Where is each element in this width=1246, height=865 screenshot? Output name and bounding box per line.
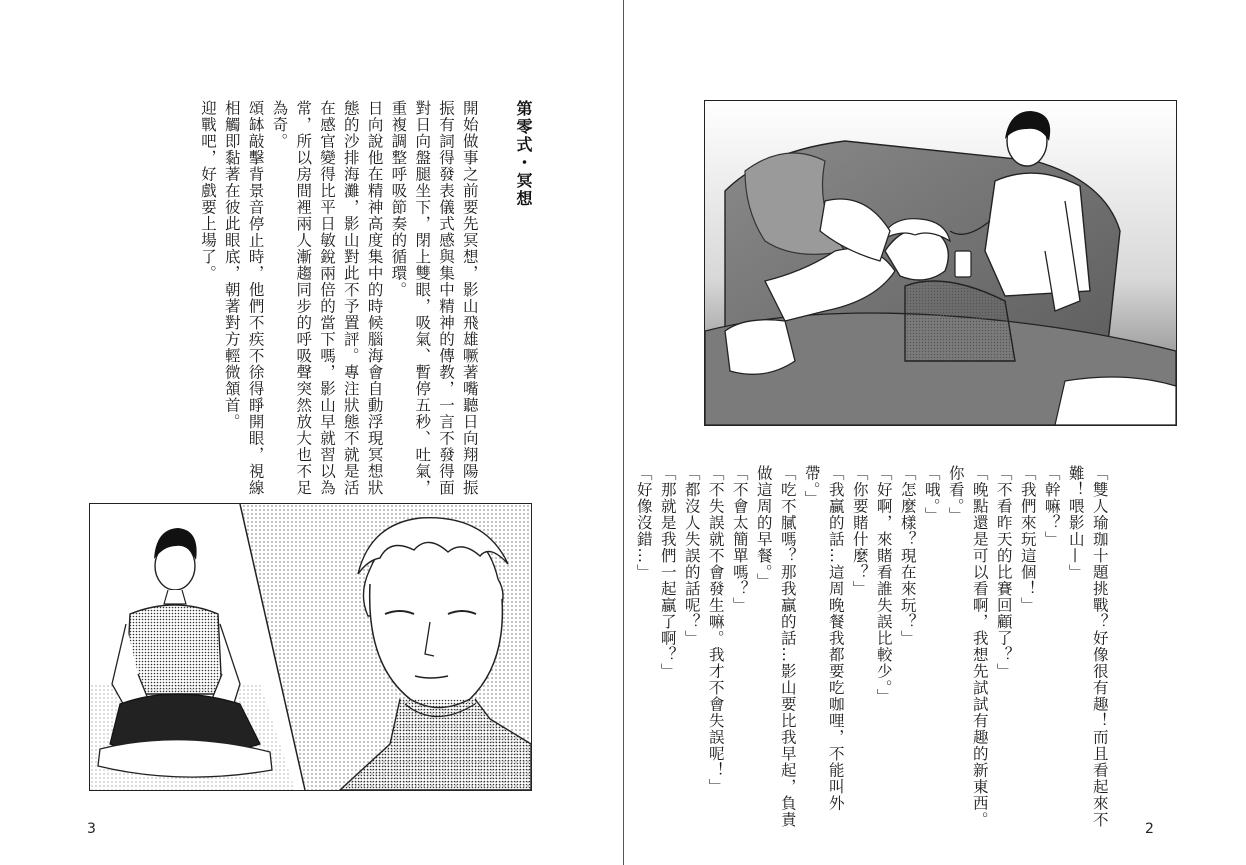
page-number-right: 2 xyxy=(1145,821,1154,837)
right-text-column-14: 「吃不膩嗎？那我贏的話…影山要比我早起，負責 xyxy=(778,465,797,828)
right-text-column-8: 「哦。」 xyxy=(922,465,941,524)
right-text-column-12: 「我贏的話…這周晚餐我都要吃咖哩，不能叫外 xyxy=(826,465,845,812)
right-text-column-18: 「都沒人失誤的話呢？」 xyxy=(682,465,701,647)
left-text-column-8: 常，所以房間裡兩人漸趨同步的呼吸聲突然放大也不足 xyxy=(294,100,313,496)
left-text-column-1: 開始做事之前要先冥想，影山飛雄噘著嘴聽日向翔陽振 xyxy=(460,100,479,496)
left-text-column-5: 日向說他在精神高度集中的時候腦海會自動浮現冥想狀 xyxy=(365,100,384,496)
right-text-column-20: 「好像沒錯…」 xyxy=(634,465,653,581)
right-text-column-2: 難！喂影山—」 xyxy=(1066,465,1085,581)
right-page xyxy=(624,0,1246,865)
right-text-column-6: 「晚點還是可以看啊，我想先試試有趣的新東西。 xyxy=(970,465,989,828)
sofa-illustration xyxy=(704,100,1177,426)
right-text-column-10: 「好啊，來賭看誰失誤比較少。」 xyxy=(874,465,893,705)
right-text-column-16: 「不會太簡單嗎？」 xyxy=(730,465,749,614)
right-text-column-11: 「你要賭什麼？」 xyxy=(850,465,869,597)
meditation-illustration xyxy=(89,503,532,791)
right-text-column-19: 「那就是我們一起贏了啊？」 xyxy=(658,465,677,680)
left-text-column-3: 對日向盤腿坐下，閉上雙眼，吸氣、暫停五秒、吐氣， xyxy=(413,100,432,496)
left-text-column-12: 迎戰吧，好戲要上場了。 xyxy=(198,100,217,282)
left-text-column-10: 頌缽敲擊背景音停止時，他們不疾不徐得睜開眼，視線 xyxy=(246,100,265,496)
left-text-column-6: 態的沙排海灘，影山對此不予置評。專注狀態不就是活 xyxy=(341,100,360,496)
right-text-column-4: 「我們來玩這個！」 xyxy=(1018,465,1037,614)
right-text-column-9: 「怎麼樣？現在來玩？」 xyxy=(898,465,917,647)
left-text-column-7: 在感官變得比平日敏銳兩倍的當下嗎，影山早就習以為 xyxy=(317,100,336,496)
right-text-column-5: 「不看昨天的比賽回顧了？」 xyxy=(994,465,1013,680)
page-number-left: 3 xyxy=(87,821,96,837)
right-text-column-7: 你看。」 xyxy=(946,465,965,524)
chapter-title: 第零式・冥想 xyxy=(514,100,533,208)
right-text-column-13: 帶。」 xyxy=(802,465,821,507)
left-text-column-9: 為奇。 xyxy=(270,100,289,150)
right-text-column-17: 「不失誤就不會發生嘛。我才不會失誤呢！」 xyxy=(706,465,725,795)
right-text-column-1: 「雙人瑜珈十題挑戰？好像很有趣！而且看起來不 xyxy=(1090,465,1109,828)
right-text-column-15: 做這周的早餐。」 xyxy=(754,465,773,590)
left-text-column-2: 振有詞得發表儀式感與集中精神的傳教，一言不發得面 xyxy=(436,100,455,496)
left-text-column-4: 重複調整呼吸節奏的循環。 xyxy=(389,100,408,298)
left-text-column-11: 相觸即黏著在彼此眼底，朝著對方輕微頷首。 xyxy=(222,100,241,430)
right-text-column-3: 「幹嘛？」 xyxy=(1042,465,1061,548)
